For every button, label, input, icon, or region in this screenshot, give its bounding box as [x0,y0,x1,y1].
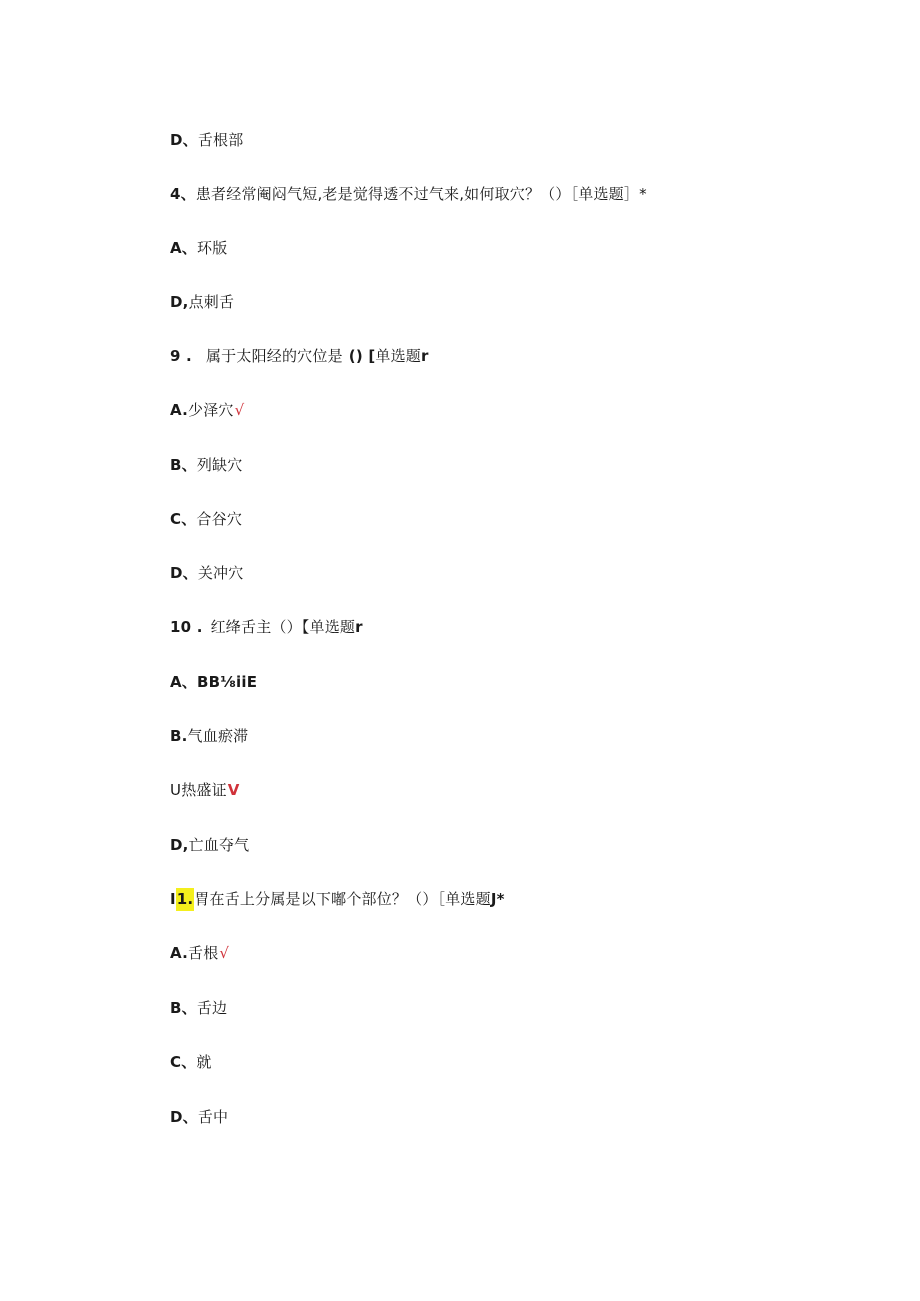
option-prefix: B、 [170,999,197,1017]
option-line [170,780,240,800]
correct-check-icon: V [227,781,240,799]
option-text: 关冲穴 [197,564,244,582]
option-line [170,1052,212,1072]
option-line [170,400,244,420]
question-number: 9 . [170,347,192,365]
question-suffix: J* [490,890,505,908]
option-line [170,563,243,583]
option-text: 舌根 [188,944,219,962]
correct-check-icon: √ [219,944,230,962]
correct-check-icon: √ [234,401,245,419]
option-text: 舌边 [196,999,228,1017]
option-line [170,1107,228,1127]
option-line [170,672,257,692]
option-prefix: A. [170,401,188,419]
question-line [170,184,647,204]
option-text: 少泽穴 [188,401,234,419]
option-text: 合谷穴 [196,510,243,528]
option-line [170,726,248,746]
option-text: 环版 [197,239,228,257]
option-text: 热盛证 [181,781,227,799]
option-prefix: A、 [170,673,198,691]
option-text: 就 [196,1053,212,1071]
option-prefix: C、 [170,1053,197,1071]
option-line [170,998,227,1018]
question-text: 胃在舌上分属是以下嘟个部位？（）［单选题 [194,890,491,908]
question-text: 红绛舌主（）【单选题 [210,618,356,636]
question-number-prefix: I [170,890,176,908]
question-number: 10 . [170,618,203,636]
option-line [170,455,242,475]
option-line [170,943,229,963]
option-prefix: A、 [170,239,198,257]
option-line [170,130,243,150]
question-type: 单选题 [375,347,421,365]
question-number: 4、 [170,185,196,203]
option-line [170,509,242,529]
option-prefix: D、 [170,564,198,582]
question-line [170,889,505,909]
option-text: BB⅛iiE [197,673,258,691]
option-text: 列缺穴 [196,456,243,474]
option-prefix: U [170,781,182,799]
option-prefix: D、 [170,1108,198,1126]
option-text: 舌根部 [197,131,244,149]
highlighted-number: 1. [176,888,195,911]
option-prefix: C、 [170,510,197,528]
question-bracket: () [ [348,347,376,365]
question-suffix: r [420,347,429,365]
option-line [170,292,234,312]
option-prefix: B、 [170,456,197,474]
option-prefix: D、 [170,131,198,149]
option-text: 亡血夺气 [188,836,250,854]
question-suffix: r [355,618,363,636]
option-text: 点刺舌 [188,293,235,311]
option-line [170,238,227,258]
option-prefix: B. [170,727,188,745]
question-text: 属于太阳经的穴位是 [205,347,343,365]
option-text: 舌中 [197,1108,229,1126]
question-text: 患者经常阉闷气短,老是觉得透不过气来,如何取穴？（）［单选题］* [195,185,647,203]
option-prefix: D, [170,293,189,311]
question-line [170,617,363,637]
option-prefix: A. [170,944,188,962]
option-text: 气血瘀滞 [187,727,249,745]
option-prefix: D, [170,836,189,854]
question-line [170,346,429,366]
option-line [170,835,249,855]
